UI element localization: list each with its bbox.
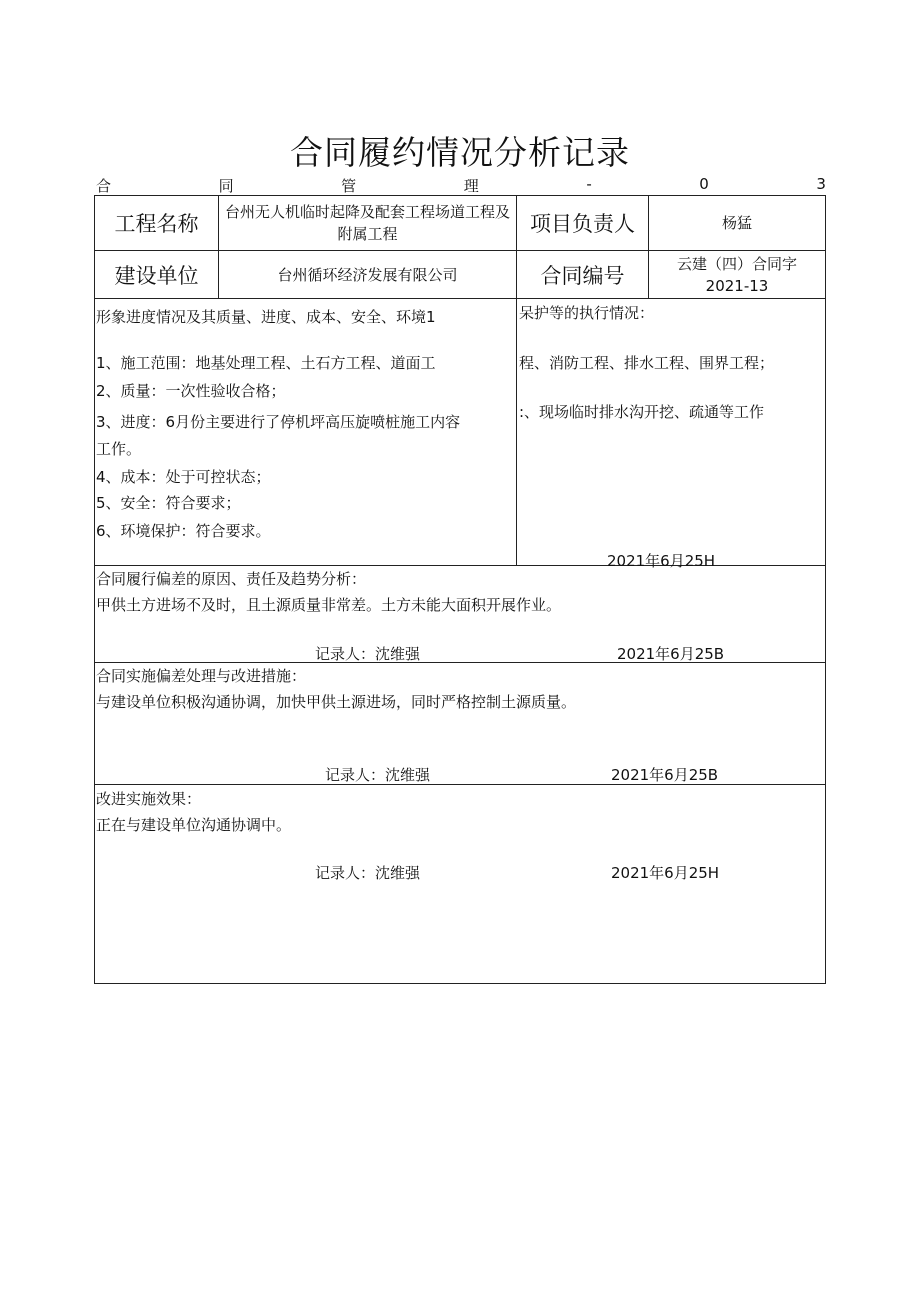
manager-label: 项目负责人 xyxy=(530,212,635,236)
progress-item-2: 2、质量：一次性验收合格； xyxy=(96,382,286,400)
progress-item-5: 5、安全：符合要求； xyxy=(96,494,241,512)
code-char: 0 xyxy=(699,175,709,193)
progress-heading-left: 形象进度情况及其质量、进度、成本、安全、环境1 xyxy=(96,308,436,326)
progress-item-3: 3、进度：6月份主要进行了停机坪高压旋喷桩施工内容 xyxy=(96,413,461,431)
progress-date: 2021年6月25H xyxy=(607,552,716,570)
contract-no-label: 合同编号 xyxy=(540,263,625,288)
measures-heading: 合同实施偏差处理与改进措施： xyxy=(96,667,307,685)
deviation-date: 2021年6月25B xyxy=(617,645,725,663)
progress-item-1: 1、施工范围：地基处理工程、土石方工程、道面工 xyxy=(96,354,436,372)
contract-no-line: 2021-13 xyxy=(705,276,769,295)
effect-text: 正在与建设单位沟通协调中。 xyxy=(96,816,292,834)
document-title: 合同履约情况分析记录 xyxy=(290,133,630,172)
deviation-text: 甲供土方进场不及时，且土源质量非常差。土方未能大面积开展作业。 xyxy=(96,596,562,614)
progress-item-3-cont: :、现场临时排水沟开挖、疏通等工作 xyxy=(519,403,765,421)
record-table xyxy=(94,195,826,984)
effect-recorder: 记录人：沈维强 xyxy=(315,864,421,882)
project-name-value: 台州无人机临时起降及配套工程场道工程及附属工程 xyxy=(225,203,511,243)
row-divider xyxy=(95,565,825,566)
effect-heading: 改进实施效果： xyxy=(96,790,202,808)
code-char: - xyxy=(586,175,592,193)
deviation-recorder: 记录人：沈维强 xyxy=(315,645,421,663)
code-char: 同 xyxy=(218,177,234,195)
progress-heading-right: 呆护等的执行情况： xyxy=(519,304,655,322)
row-divider xyxy=(95,298,825,299)
progress-item-1-cont: 程、消防工程、排水工程、围界工程； xyxy=(519,354,775,372)
measures-recorder: 记录人：沈维强 xyxy=(325,766,431,784)
effect-date: 2021年6月25H xyxy=(611,864,720,882)
builder-value: 台州循环经济发展有限公司 xyxy=(277,265,458,284)
contract-no-line: 云建（四）合同字 xyxy=(676,254,797,273)
code-char: 管 xyxy=(341,177,357,195)
measures-text: 与建设单位积极沟通协调，加快甲供土源进场，同时严格控制土源质量。 xyxy=(96,693,577,711)
code-char: 理 xyxy=(463,177,479,195)
code-char: 3 xyxy=(816,175,826,193)
builder-label: 建设单位 xyxy=(114,263,199,288)
deviation-heading: 合同履行偏差的原因、责任及趋势分析： xyxy=(96,570,367,588)
measures-date: 2021年6月25B xyxy=(611,766,719,784)
progress-item-3-tail: 工作。 xyxy=(96,440,142,458)
progress-item-4: 4、成本：处于可控状态； xyxy=(96,468,271,486)
project-name-label: 工程名称 xyxy=(114,212,199,236)
progress-item-6: 6、环境保护：符合要求。 xyxy=(96,522,271,540)
manager-value: 杨猛 xyxy=(721,214,752,232)
code-char: 合 xyxy=(96,177,112,195)
document-code xyxy=(96,175,826,195)
contract-no-value xyxy=(649,251,825,298)
